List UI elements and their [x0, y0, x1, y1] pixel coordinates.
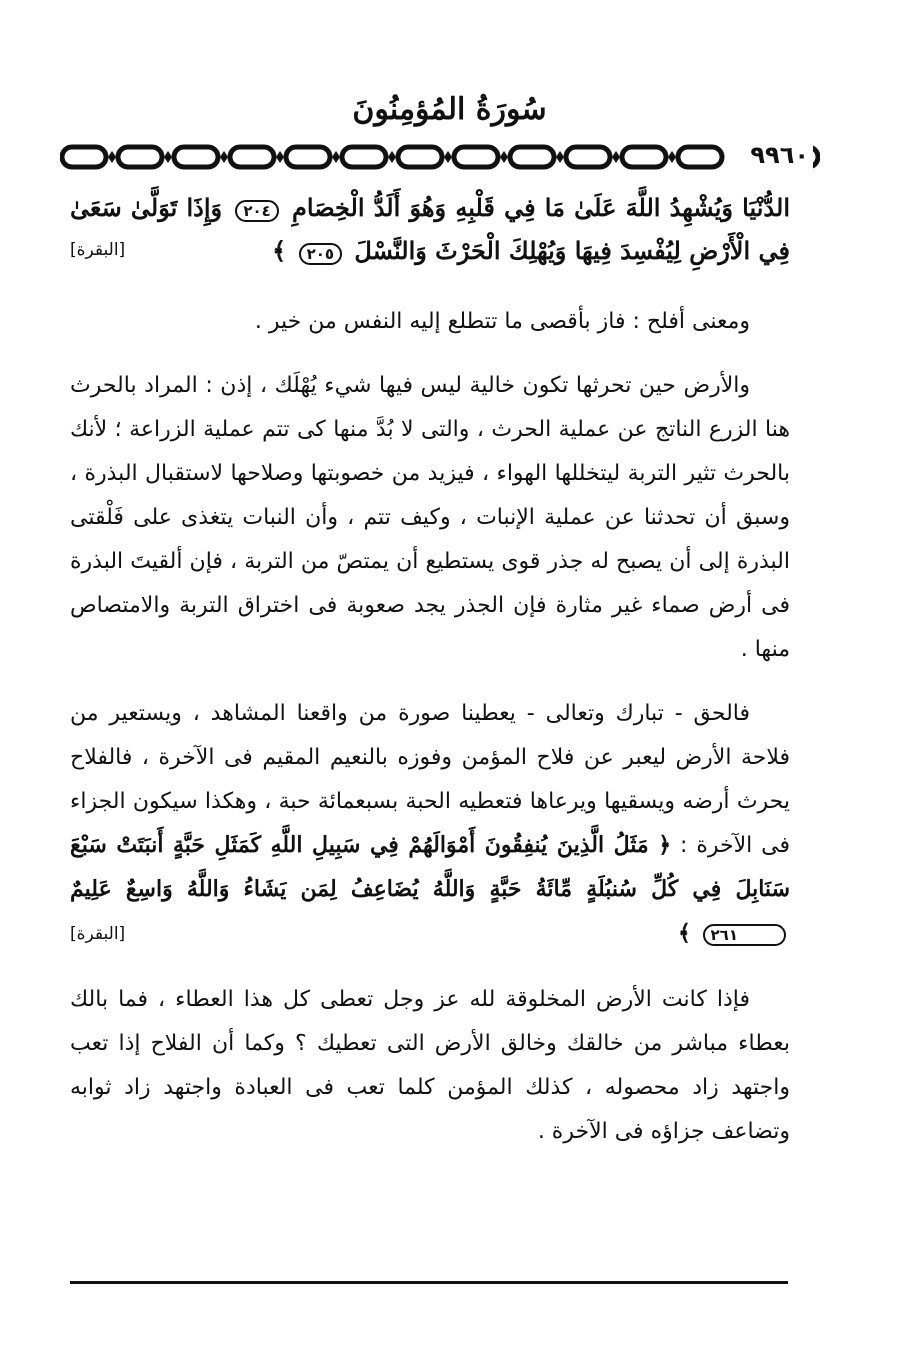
page-body: [70, 186, 790, 1174]
ayah-number: ٢٦١: [703, 924, 786, 946]
verse-closing-bracket: ﴾: [677, 920, 691, 946]
verse-text: الدُّنْيَا وَيُشْهِدُ اللَّهَ عَلَىٰ مَا فِي قَلْبِهِ وَهُوَ أَلَدُّ الْخِصَامِ: [292, 193, 790, 222]
paragraph: والأرض حين تحرثها تكون خالية ليس فيها شيء يُهْلَك ، إذن : المراد بالحرث هنا الزرع الناتج عن عملية الحرث ، والتى لا بُدَّ منها كى تتم عملية الزراعة ؛ لأنك بالحرث تثير التربة ليتخللها الهواء ، فيزيد من خصوبتها وصلاحها لاستقبال البذرة ، وسبق أن تحدثنا عن عملية الإنبات ، وكيف تتم ، وأن النبات يتغذى على فَلْقتى البذرة إلى أن يصبح له جذر قوى يستطيع أن يمتصّ من التربة ، فإن ألقيتَ البذرة فى أرض صماء غير مثارة فإن الجذر يجد صعوبة فى اختراق التربة والامتصاص منها .: [70, 373, 790, 662]
paragraph: فإذا كانت الأرض المخلوقة لله عز وجل تعطى كل هذا العطاء ، فما بالك بعطاء مباشر من خالقك وخالق الأرض التى تعطيك ؟ وكما أن الفلاح إذا تعب واجتهد زاد محصوله ، كذلك المؤمن كلما تعب فى العبادة واجتهد زاد ثوابه وتضاعف جزاؤه فى الآخرة .: [70, 987, 790, 1144]
quran-verse-block: [70, 186, 790, 272]
paragraph: [70, 692, 790, 956]
surah-reference: [البقرة]: [70, 240, 126, 260]
surah-title: سُورَةُ المُؤمِنُونَ: [352, 92, 547, 127]
ayah-number: ٢٠٥: [299, 243, 342, 265]
paragraph: ومعنى أفلح : فاز بأقصى ما تتطلع إليه النفس من خير .: [254, 309, 750, 334]
surah-reference: [البقرة]: [70, 924, 126, 944]
verse-closing-bracket: ﴾: [272, 236, 287, 265]
verse-opening-bracket: ﴿: [658, 832, 672, 858]
decorative-header-band: [60, 140, 820, 174]
paragraph-text: فالحق - تبارك وتعالى - يعطينا صورة من واقعنا المشاهد ، ويستعير من فلاحة الأرض ليعبر عن فلاح المؤمن وفوزه بالنعيم المقيم فى الآخرة ، فالفلاح يحرث أرضه ويسقيها ويرعاها فتعطيه الحبة بسبعمائة حبة ، وهكذا سيكون الجزاء فى الآخرة :: [70, 701, 790, 858]
verse-text: وَإِذَا تَوَلَّىٰ سَعَىٰ فِي الْأَرْضِ لِيُفْسِدَ فِيهَا وَيُهْلِكَ الْحَرْثَ وَالنَّسْلَ: [70, 193, 790, 265]
verse-text: مَثَلُ الَّذِينَ يُنفِقُونَ أَمْوَالَهُمْ فِي سَبِيلِ اللَّهِ كَمَثَلِ حَبَّةٍ أَنبَتَتْ سَبْعَ سَنَابِلَ فِي كُلِّ سُنبُلَةٍ مِّائَةُ حَبَّةٍ وَاللَّهُ يُضَاعِفُ لِمَن يَشَاءُ وَاللَّهُ وَاسِعٌ عَلِيمٌ: [70, 832, 790, 902]
chain-ornament-icon: [60, 140, 820, 174]
footer-rule: [70, 1281, 788, 1284]
ayah-number: ٢٠٤: [235, 200, 278, 222]
page-number: ٩٩٦٠: [746, 138, 813, 172]
